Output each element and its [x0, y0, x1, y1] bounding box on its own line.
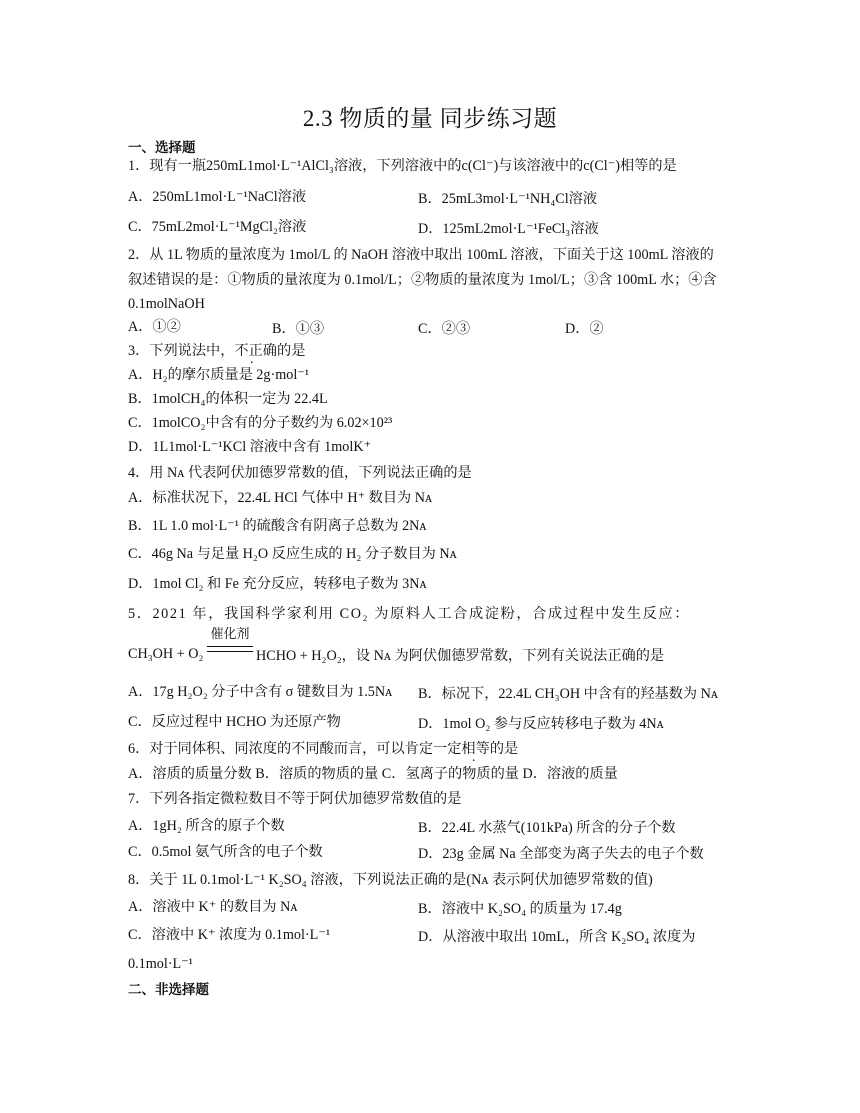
q7-option-c: C．0.5mol 氨气所含的电子个数 [128, 844, 323, 860]
q7-option-a: A．1gH₂ 所含的原子个数 [128, 818, 285, 834]
q3-option-c: C．1molCO₂中含有的分子数约为 6.02×10²³ [128, 415, 393, 431]
q6-options: A．溶质的质量分数 B．溶质的物质的量 C．氢离子的物质的量 D．溶液的质量 [128, 766, 618, 782]
q3-option-d: D．1L1mol·L⁻¹KCl 溶液中含有 1molK⁺ [128, 439, 372, 455]
q8-option-a: A．溶液中 K⁺ 的数目为 Nᴀ [128, 899, 298, 915]
q1-stem: 1．现有一瓶250mL1mol·L⁻¹AlCl₃溶液，下列溶液中的c(Cl⁻)与该溶液中的c(Cl⁻)相等的是 [128, 158, 677, 174]
q3-stem: 3．下列说法中，不正确的是 [128, 343, 306, 359]
q1-option-c: C．75mL2mol·L⁻¹MgCl₂溶液 [128, 219, 307, 235]
q4-option-a: A．标准状况下，22.4L HCl 气体中 H⁺ 数目为 Nᴀ [128, 490, 433, 506]
q6-stem: 6．对于同体积、同浓度的不同酸而言，可以肯定一定相等的是 [128, 741, 519, 757]
q2-stem-line1: 2．从 1L 物质的量浓度为 1mol/L 的 NaOH 溶液中取出 100mL 溶液，下面关于这 100mL 溶液的 [128, 247, 714, 263]
q4-option-b: B．1L 1.0 mol·L⁻¹ 的硫酸含有阴离子总数为 2Nᴀ [128, 518, 427, 534]
q3-option-b: B．1molCH₄的体积一定为 22.4L [128, 391, 328, 407]
q8-option-c: C．溶液中 K⁺ 浓度为 0.1mol·L⁻¹ [128, 927, 331, 943]
q2-stem-line3: 0.1molNaOH [128, 296, 205, 312]
q4-stem: 4．用 Nᴀ 代表阿伏加德罗常数的值，下列说法正确的是 [128, 465, 472, 481]
q7-stem: 7．下列各指定微粒数目不等于阿伏加德罗常数值的是 [128, 791, 462, 807]
q5-reaction-arrow [207, 646, 253, 652]
q8-option-b: B．溶液中 K₂SO₄ 的质量为 17.4g [418, 901, 622, 917]
q4-option-d: D．1mol Cl₂ 和 Fe 充分反应，转移电子数为 3Nᴀ [128, 576, 427, 592]
q8-option-d: D．从溶液中取出 10mL，所含 K₂SO₄ 浓度为 [418, 929, 696, 945]
q5-option-d: D．1mol O₂ 参与反应转移电子数为 4Nᴀ [418, 716, 664, 732]
q7-option-b: B．22.4L 水蒸气(101kPa) 所含的分子个数 [418, 820, 676, 836]
section-heading-nonchoice: 二、非选择题 [128, 982, 209, 997]
q8-option-d-cont: 0.1mol·L⁻¹ [128, 956, 193, 972]
q3-option-a: A．H₂的摩尔质量是 2g·mol⁻¹ [128, 367, 310, 383]
q5-equation-right: HCHO + H₂O₂，设 Nᴀ 为阿伏伽德罗常数，下列有关说法正确的是 [256, 648, 665, 664]
q6-emphasis: 相等 [461, 741, 490, 757]
q1-option-d: D．125mL2mol·L⁻¹FeCl₃溶液 [418, 221, 599, 237]
q3-emphasis: 不正确 [234, 343, 277, 359]
q2-option-c: C．②③ [418, 321, 471, 337]
page-title: 2.3 物质的量 同步练习题 [302, 106, 558, 131]
q2-option-b: B．①③ [272, 321, 325, 337]
q8-stem: 8．关于 1L 0.1mol·L⁻¹ K₂SO₄ 溶液，下列说法正确的是(Nᴀ 表示阿伏加德罗常数的值) [128, 872, 653, 888]
q2-stem-line2: 叙述错误的是：①物质的量浓度为 0.1mol/L；②物质的量浓度为 1mol/L；③含 100mL 水；④含 [128, 272, 717, 288]
q5-stem-line1: 5．2021 年，我国科学家利用 CO₂ 为原料人工合成淀粉，合成过程中发生反应： [128, 606, 690, 622]
q1-option-a: A．250mL1mol·L⁻¹NaCl溶液 [128, 189, 307, 205]
section-heading-choice: 一、选择题 [128, 140, 196, 155]
q7-option-d: D．23g 金属 Na 全部变为离子失去的电子个数 [418, 846, 704, 862]
q5-option-b: B．标况下，22.4L CH₃OH 中含有的羟基数为 Nᴀ [418, 686, 719, 702]
q1-option-b: B．25mL3mol·L⁻¹NH₄Cl溶液 [418, 191, 598, 207]
q5-option-c: C．反应过程中 HCHO 为还原产物 [128, 714, 341, 730]
q5-option-a: A．17g H₂O₂ 分子中含有 σ 键数目为 1.5Nᴀ [128, 684, 393, 700]
q2-option-a: A．①② [128, 319, 181, 335]
q4-option-c: C．46g Na 与足量 H₂O 反应生成的 H₂ 分子数目为 Nᴀ [128, 546, 457, 562]
q5-equation-left: CH₃OH + O₂ [128, 646, 204, 662]
q2-option-d: D．② [565, 321, 604, 337]
q5-catalyst-label: 催化剂 [210, 626, 250, 641]
